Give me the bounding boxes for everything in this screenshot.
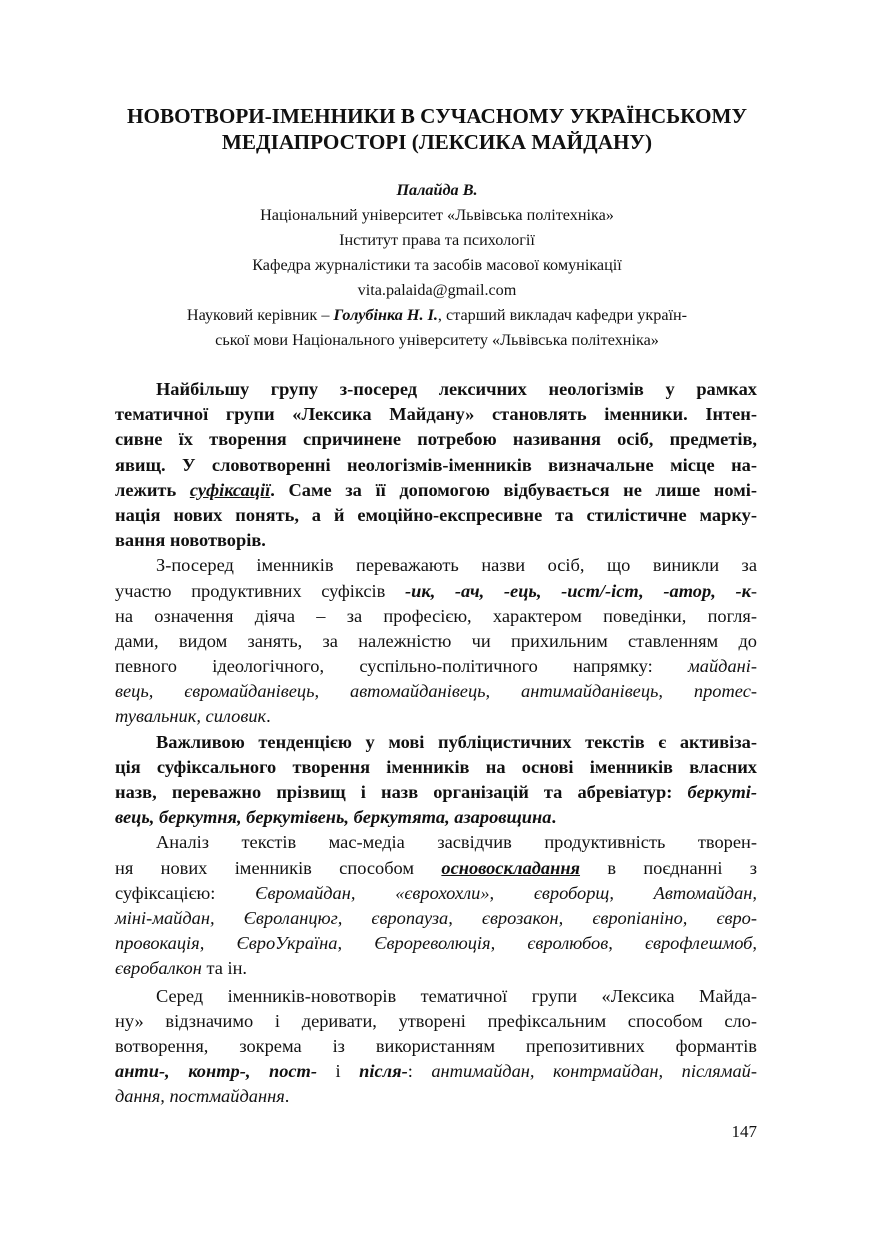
p1-line: сивне їх творення спричинене потребою називання осіб, предметів, bbox=[115, 429, 757, 450]
p5-line bbox=[115, 1084, 757, 1109]
p4-line bbox=[115, 856, 757, 881]
p5-text: : bbox=[407, 1061, 432, 1082]
term-compounding: основоскладання bbox=[441, 857, 581, 878]
prefix-list: анти-, контр-, пост- bbox=[115, 1061, 317, 1082]
p5-text: і bbox=[316, 1061, 360, 1082]
p2-text: - bbox=[750, 580, 758, 601]
supervisor-line-2: ської мови Національного університету «Львівська політехніка» bbox=[215, 331, 659, 349]
p3-line bbox=[115, 805, 757, 830]
example-words: дання, постмайдання bbox=[115, 1086, 285, 1107]
p2-line: дами, видом занять, за належністю чи прихильним ставленням до bbox=[115, 630, 757, 651]
p4-examples: міні-майдан, Євроланцюг, європауза, єврозакон, європіаніно, євро- bbox=[115, 907, 757, 928]
suffix-list: -ик, -ач, -ець, -ист/-іст, -атор, -к bbox=[405, 580, 751, 601]
p2-line bbox=[115, 579, 757, 604]
university: Національний університет «Львівська політехніка» bbox=[260, 206, 614, 224]
p1-line: нація нових понять, а й емоційно-експресивне та стилістичне марку- bbox=[115, 504, 757, 525]
p2-line: на означення діяча – за професією, характером поведінки, погля- bbox=[115, 605, 757, 626]
supervisor-suffix: , старший викладач кафедри україн- bbox=[437, 306, 688, 324]
p2-line bbox=[115, 654, 757, 679]
p5-line: Серед іменників-новотворів тематичної групи «Лексика Майда- bbox=[156, 985, 757, 1006]
p4-line: Аналіз текстів мас-медіа засвідчив продуктивність творен- bbox=[156, 832, 757, 853]
institute: Інститут права та психології bbox=[339, 231, 535, 249]
p1-line bbox=[115, 478, 757, 503]
p4-text: суфіксацією: bbox=[115, 882, 256, 903]
example-words: тувальник, силовик bbox=[115, 706, 267, 727]
p2-line bbox=[115, 704, 757, 729]
example-words: беркуті- bbox=[687, 782, 757, 802]
example-words: вець, беркутня, беркутівень, беркутята, азаровщина bbox=[115, 807, 552, 828]
p5-text: . bbox=[284, 1086, 290, 1107]
p4-line bbox=[115, 881, 757, 906]
p3-text: . bbox=[551, 807, 557, 828]
page-number: 147 bbox=[731, 1122, 757, 1141]
p2-examples: вець, євромайданівець, автомайданівець, антимайданівець, протес- bbox=[115, 681, 757, 702]
p3-line: ція суфіксального творення іменників на основі іменників власних bbox=[115, 756, 757, 777]
p2-text: участю продуктивних суфіксів bbox=[115, 580, 406, 601]
p1-line: вання новотворів. bbox=[115, 530, 266, 551]
p4-line bbox=[115, 956, 757, 981]
p4-text: ня нових іменників способом bbox=[115, 857, 442, 878]
example-words: майдані- bbox=[688, 656, 757, 677]
p5-line: ну» відзначимо і деривати, утворені префіксальним способом сло- bbox=[115, 1010, 757, 1031]
p2-text: певного ідеологічного, суспільно-політичного напрямку: bbox=[115, 656, 689, 677]
example-words: євробалкон bbox=[115, 958, 202, 979]
article-title bbox=[110, 103, 764, 155]
p5-line: вотворення, зокрема із використанням препозитивних формантів bbox=[115, 1035, 757, 1056]
supervisor-prefix: Науковий керівник – bbox=[186, 306, 334, 324]
p3-text: назв, переважно прізвищ і назв організацій та абревіатур: bbox=[115, 782, 688, 802]
author-affiliation bbox=[110, 178, 764, 353]
example-words: Євромайдан, «єврохохли», євроборщ, Автомайдан, bbox=[255, 882, 757, 903]
email: vita.palaida@gmail.com bbox=[357, 281, 517, 299]
p1-text: лежить bbox=[115, 479, 190, 500]
prefix-after: після- bbox=[359, 1061, 408, 1082]
supervisor-name: Голубінка Н. І. bbox=[333, 306, 438, 324]
p2-text: . bbox=[266, 706, 271, 727]
p4-text: в поєднанні з bbox=[580, 857, 758, 878]
p1-line: тематичної групи «Лексика Майдану» становлять іменники. Інтен- bbox=[115, 404, 757, 425]
p1-line: Найбільшу групу з-посеред лексичних неологізмів у рамках bbox=[156, 379, 757, 399]
author-name: Палайда В. bbox=[396, 181, 478, 199]
p1-text: . Саме за її допомогою відбувається не лише номі- bbox=[270, 479, 757, 500]
p1-line: явищ. У словотворенні неологізмів-іменників визначальне місце на- bbox=[115, 454, 757, 475]
term-suffixation: суфіксації bbox=[189, 479, 271, 500]
example-words: антимайдан, контрмайдан, післямай- bbox=[431, 1061, 757, 1082]
supervisor-line bbox=[110, 303, 764, 328]
p5-line bbox=[115, 1059, 757, 1084]
p4-examples: провокація, ЄвроУкраїна, Єврореволюція, євролюбов, єврофлешмоб, bbox=[115, 933, 757, 954]
p2-line: З-посеред іменників переважають назви осіб, що виникли за bbox=[156, 555, 757, 576]
title-line-1: НОВОТВОРИ-ІМЕННИКИ В СУЧАСНОМУ УКРАЇНСЬКОМУ bbox=[127, 104, 747, 128]
p3-line bbox=[115, 780, 757, 805]
article-body bbox=[115, 377, 757, 1109]
p3-line: Важливою тенденцією у мові публіцистичних текстів є активіза- bbox=[156, 731, 757, 752]
department: Кафедра журналістики та засобів масової комунікації bbox=[252, 256, 622, 274]
title-line-2: МЕДІАПРОСТОРІ (ЛЕКСИКА МАЙДАНУ) bbox=[221, 130, 653, 154]
p4-text: та ін. bbox=[201, 958, 248, 979]
